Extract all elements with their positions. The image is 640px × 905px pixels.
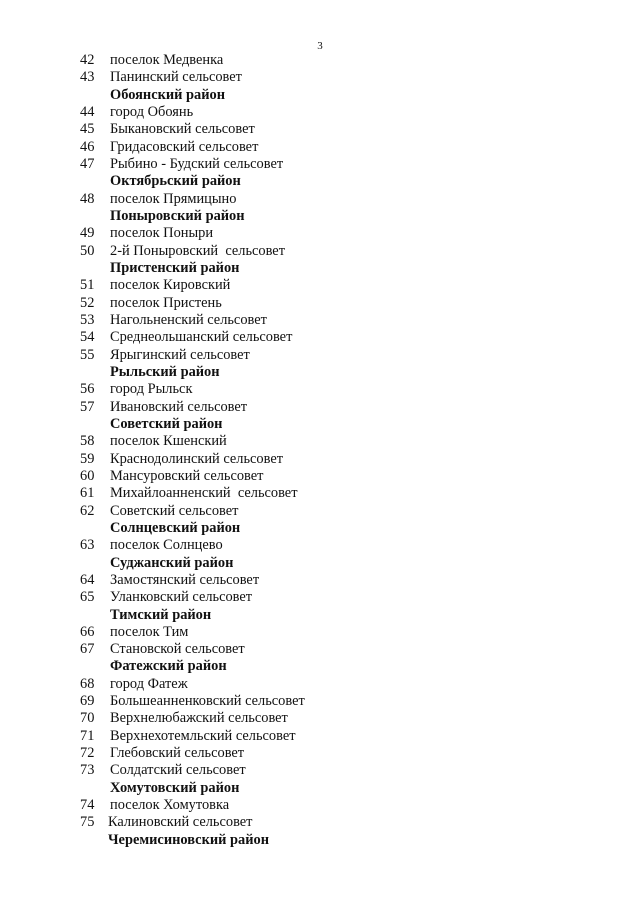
list-item bbox=[0, 451, 640, 468]
settlement-name: Верхнехотемльский сельсовет bbox=[110, 727, 296, 744]
district-heading bbox=[0, 832, 640, 849]
district-name: Поныровский район bbox=[110, 207, 245, 224]
item-number: 70 bbox=[80, 710, 95, 727]
item-number: 69 bbox=[80, 693, 95, 710]
list-item bbox=[0, 589, 640, 606]
settlement-name: поселок Медвенка bbox=[110, 52, 224, 68]
district-heading bbox=[0, 87, 640, 104]
settlement-name: Нагольненский сельсовет bbox=[110, 311, 267, 328]
item-number: 65 bbox=[80, 589, 95, 606]
settlement-name: город Рыльск bbox=[110, 381, 193, 398]
item-number: 73 bbox=[80, 762, 95, 779]
district-name: Тимский район bbox=[110, 606, 212, 623]
item-number: 66 bbox=[80, 623, 95, 640]
list-item bbox=[0, 139, 640, 156]
district-name: Октябрьский район bbox=[110, 173, 241, 190]
district-name: Хомутовский район bbox=[110, 779, 240, 796]
item-number: 55 bbox=[80, 346, 95, 363]
list-item bbox=[0, 641, 640, 658]
settlement-name: поселок Кировский bbox=[110, 277, 231, 294]
settlement-name: Ярыгинский сельсовет bbox=[110, 346, 250, 363]
settlement-name: Ивановский сельсовет bbox=[110, 398, 248, 415]
item-number: 74 bbox=[80, 797, 95, 814]
settlement-name: поселок Хомутовка bbox=[110, 797, 230, 814]
district-heading bbox=[0, 364, 640, 381]
list-item bbox=[0, 503, 640, 520]
settlement-name: Замостянский сельсовет bbox=[110, 571, 260, 588]
district-heading bbox=[0, 607, 640, 624]
item-number: 75 bbox=[80, 814, 95, 831]
item-number: 48 bbox=[80, 190, 95, 207]
settlement-name: Верхнелюбажский сельсовет bbox=[110, 710, 288, 727]
settlement-name: Михайлоанненский сельсовет bbox=[110, 485, 298, 502]
settlement-name: Большеанненковский сельсовет bbox=[110, 693, 305, 710]
list-item bbox=[0, 572, 640, 589]
item-number: 43 bbox=[80, 69, 95, 86]
settlement-name: поселок Тим bbox=[110, 623, 189, 640]
district-name: Советский район bbox=[110, 415, 223, 432]
settlement-name: 2-й Поныровский сельсовет bbox=[110, 242, 285, 259]
district-name: Фатежский район bbox=[110, 658, 227, 675]
settlement-name: город Обоянь bbox=[110, 103, 194, 120]
settlement-name: Становской сельсовет bbox=[110, 641, 245, 658]
list-item bbox=[0, 225, 640, 242]
list-item bbox=[0, 433, 640, 450]
settlement-name: город Фатеж bbox=[110, 675, 188, 692]
list-item bbox=[0, 728, 640, 745]
list-item bbox=[0, 537, 640, 554]
settlement-name: Уланковский сельсовет bbox=[110, 589, 253, 606]
district-heading bbox=[0, 520, 640, 537]
item-number: 71 bbox=[80, 727, 95, 744]
item-number: 59 bbox=[80, 450, 95, 467]
item-number: 47 bbox=[80, 155, 95, 172]
district-name: Обоянский район bbox=[110, 86, 226, 103]
item-number: 49 bbox=[80, 225, 95, 242]
item-number: 67 bbox=[80, 641, 95, 658]
list-item bbox=[0, 797, 640, 814]
list-item bbox=[0, 745, 640, 762]
district-name: Суджанский район bbox=[110, 554, 234, 571]
list-item bbox=[0, 399, 640, 416]
district-heading bbox=[0, 780, 640, 797]
list-item bbox=[0, 762, 640, 779]
district-heading bbox=[0, 208, 640, 225]
list-item bbox=[0, 347, 640, 364]
item-number: 44 bbox=[80, 103, 95, 120]
settlement-name: поселок Прямицыно bbox=[110, 190, 237, 207]
settlement-name: Среднеольшанский сельсовет bbox=[110, 329, 293, 346]
list-item bbox=[0, 485, 640, 502]
settlement-name: Советский сельсовет bbox=[110, 502, 239, 519]
district-heading bbox=[0, 260, 640, 277]
item-number: 61 bbox=[80, 485, 95, 502]
settlement-name: Гридасовский сельсовет bbox=[110, 138, 259, 155]
item-number: 53 bbox=[80, 311, 95, 328]
item-number: 56 bbox=[80, 381, 95, 398]
item-number: 68 bbox=[80, 675, 95, 692]
list-item bbox=[0, 381, 640, 398]
district-name: Солнцевский район bbox=[110, 519, 241, 536]
settlement-name: поселок Солнцево bbox=[110, 537, 223, 554]
list-item bbox=[0, 312, 640, 329]
list-item bbox=[0, 676, 640, 693]
list-item bbox=[0, 624, 640, 641]
item-number: 42 bbox=[80, 52, 95, 68]
district-name: Рыльский район bbox=[110, 363, 220, 380]
list-item bbox=[0, 104, 640, 121]
item-number: 72 bbox=[80, 745, 95, 762]
page-number: 3 bbox=[317, 40, 323, 52]
item-number: 46 bbox=[80, 138, 95, 155]
item-number: 58 bbox=[80, 433, 95, 450]
settlement-list bbox=[0, 52, 640, 849]
settlement-name: Панинский сельсовет bbox=[110, 69, 242, 86]
list-item bbox=[0, 468, 640, 485]
settlement-name: Мансуровский сельсовет bbox=[110, 467, 264, 484]
district-name: Черемисиновский район bbox=[108, 831, 270, 848]
district-heading bbox=[0, 173, 640, 190]
settlement-name: поселок Поныри bbox=[110, 225, 214, 242]
list-item bbox=[0, 710, 640, 727]
item-number: 64 bbox=[80, 571, 95, 588]
item-number: 63 bbox=[80, 537, 95, 554]
item-number: 52 bbox=[80, 294, 95, 311]
item-number: 51 bbox=[80, 277, 95, 294]
list-item bbox=[0, 243, 640, 260]
list-item bbox=[0, 69, 640, 86]
settlement-name: Рыбино - Будский сельсовет bbox=[110, 155, 284, 172]
list-item bbox=[0, 277, 640, 294]
list-item bbox=[0, 121, 640, 138]
list-item bbox=[0, 295, 640, 312]
item-number: 60 bbox=[80, 467, 95, 484]
item-number: 45 bbox=[80, 121, 95, 138]
district-heading bbox=[0, 555, 640, 572]
list-item bbox=[0, 329, 640, 346]
settlement-name: Солдатский сельсовет bbox=[110, 762, 246, 779]
list-item bbox=[0, 693, 640, 710]
item-number: 50 bbox=[80, 242, 95, 259]
list-item bbox=[0, 156, 640, 173]
item-number: 54 bbox=[80, 329, 95, 346]
item-number: 62 bbox=[80, 502, 95, 519]
settlement-name: поселок Кшенский bbox=[110, 433, 227, 450]
item-number: 57 bbox=[80, 398, 95, 415]
list-item bbox=[0, 191, 640, 208]
settlement-name: поселок Пристень bbox=[110, 294, 222, 311]
district-heading bbox=[0, 658, 640, 675]
district-heading bbox=[0, 416, 640, 433]
settlement-name: Быкановский сельсовет bbox=[110, 121, 255, 138]
district-name: Пристенский район bbox=[110, 259, 240, 276]
list-item bbox=[0, 814, 640, 831]
settlement-name: Глебовский сельсовет bbox=[110, 745, 245, 762]
list-item bbox=[0, 52, 640, 69]
settlement-name: Калиновский сельсовет bbox=[108, 814, 253, 831]
settlement-name: Краснодолинский сельсовет bbox=[110, 450, 284, 467]
